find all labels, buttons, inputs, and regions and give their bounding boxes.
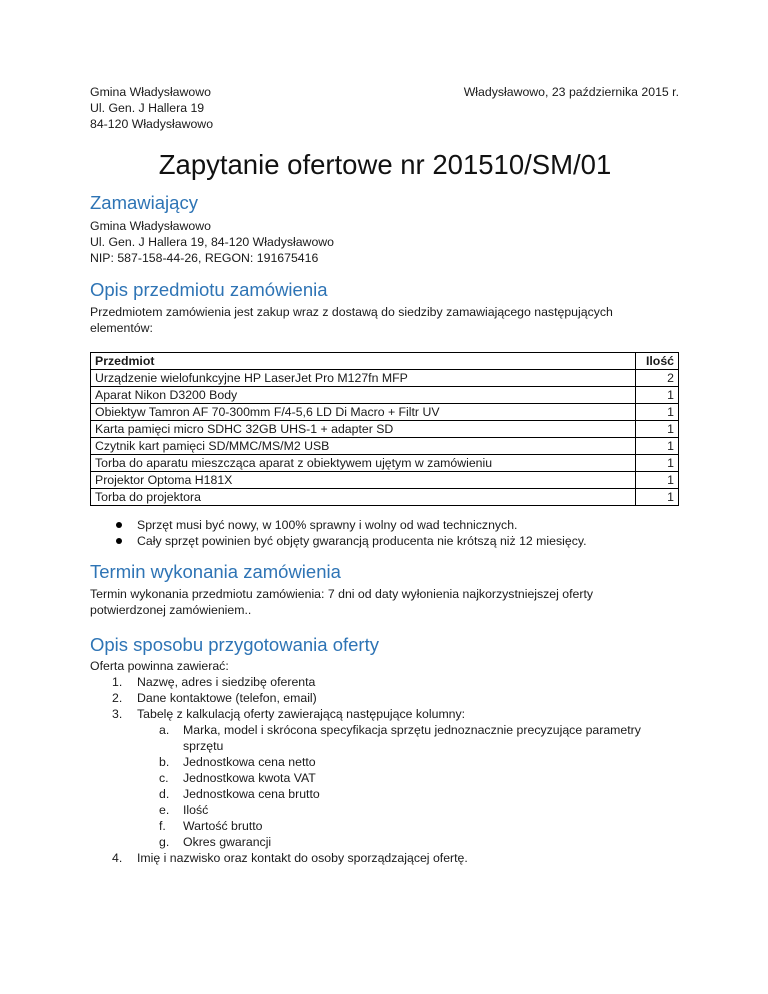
item-name-cell: Karta pamięci micro SDHC 32GB UHS-1 + adapter SD bbox=[91, 421, 636, 438]
list-item-text: Imię i nazwisko oraz kontakt do osoby sporządzającej ofertę. bbox=[137, 851, 468, 865]
column-header-qty: Ilość bbox=[636, 353, 679, 370]
list-item-text: Tabelę z kalkulacją oferty zawierającą następujące kolumny: bbox=[137, 707, 466, 721]
termin-line: Termin wykonania przedmiotu zamówienia: 7 dni od daty wyłonienia najkorzystniejszej oferty bbox=[90, 587, 594, 601]
list-item bbox=[90, 517, 680, 533]
list-item-text: Jednostkowa kwota VAT bbox=[183, 771, 316, 785]
address-line: 84-120 Władysławowo bbox=[90, 117, 214, 131]
letter-header bbox=[90, 84, 680, 132]
table-row bbox=[91, 404, 679, 421]
list-item-text: Nazwę, adres i siedzibę oferenta bbox=[137, 675, 316, 689]
list-letter: b. bbox=[159, 755, 170, 769]
list-item bbox=[90, 674, 680, 690]
item-name-cell: Aparat Nikon D3200 Body bbox=[91, 387, 636, 404]
list-item-text: Sprzęt musi być nowy, w 100% sprawny i wolny od wad technicznych. bbox=[137, 518, 518, 532]
list-item bbox=[90, 533, 680, 549]
list-letter: e. bbox=[159, 803, 170, 817]
list-letter: f. bbox=[159, 819, 166, 833]
buyer-line: NIP: 587-158-44-26, REGON: 191675416 bbox=[90, 251, 319, 265]
item-name-cell: Torba do projektora bbox=[91, 489, 636, 506]
item-name-cell: Projektor Optoma H181X bbox=[91, 472, 636, 489]
item-qty-cell: 1 bbox=[636, 455, 679, 472]
table-row bbox=[91, 472, 679, 489]
list-item-text: Cały sprzęt powinien być objęty gwarancją producenta nie krótszą niż 12 miesięcy. bbox=[137, 534, 587, 548]
list-item-text: Dane kontaktowe (telefon, email) bbox=[137, 691, 317, 705]
bullet-icon bbox=[116, 522, 122, 528]
list-item-text: Ilość bbox=[183, 803, 209, 817]
termin-line: potwierdzonej zamówieniem.. bbox=[90, 603, 252, 617]
offer-requirements-list bbox=[90, 674, 680, 866]
list-number: 3. bbox=[112, 707, 123, 721]
list-item-text: Jednostkowa cena netto bbox=[183, 755, 316, 769]
document-page bbox=[90, 84, 680, 866]
sub-list bbox=[90, 722, 680, 850]
table-row bbox=[91, 489, 679, 506]
list-item-text: Jednostkowa cena brutto bbox=[183, 787, 320, 801]
sub-list-item bbox=[90, 818, 680, 834]
section-heading-zamawiajacy: Zamawiający bbox=[90, 192, 198, 213]
document-title: Zapytanie ofertowe nr 201510/SM/01 bbox=[158, 149, 612, 180]
list-item bbox=[90, 706, 680, 722]
opis-intro-line: Przedmiotem zamówienia jest zakup wraz z dostawą do siedziby zamawiającego następujących bbox=[90, 305, 613, 319]
buyer-line: Gmina Władysławowo bbox=[90, 219, 211, 233]
list-item-text: Marka, model i skrócona specyfikacja sprzętu jednoznacznie precyzujące parametry sprzętu bbox=[183, 723, 641, 753]
list-item bbox=[90, 690, 680, 706]
item-qty-cell: 1 bbox=[636, 421, 679, 438]
section-heading-sposob: Opis sposobu przygotowania oferty bbox=[90, 634, 379, 655]
list-item bbox=[90, 850, 680, 866]
items-table bbox=[90, 352, 679, 506]
table-row bbox=[91, 438, 679, 455]
table-row bbox=[91, 370, 679, 387]
item-qty-cell: 2 bbox=[636, 370, 679, 387]
column-header-item: Przedmiot bbox=[91, 353, 636, 370]
buyer-line: Ul. Gen. J Hallera 19, 84-120 Władysławowo bbox=[90, 235, 334, 249]
sub-list-item bbox=[90, 802, 680, 818]
list-item-text: Okres gwarancji bbox=[183, 835, 272, 849]
table-row bbox=[91, 387, 679, 404]
list-letter: d. bbox=[159, 787, 170, 801]
item-qty-cell: 1 bbox=[636, 472, 679, 489]
item-name-cell: Czytnik kart pamięci SD/MMC/MS/M2 USB bbox=[91, 438, 636, 455]
list-item-text: Wartość brutto bbox=[183, 819, 263, 833]
address-line: Ul. Gen. J Hallera 19 bbox=[90, 101, 205, 115]
sender-address bbox=[90, 84, 213, 132]
item-name-cell: Torba do aparatu mieszcząca aparat z obiektywem ujętym w zamówieniu bbox=[91, 455, 636, 472]
table-row bbox=[91, 421, 679, 438]
list-letter: a. bbox=[159, 723, 170, 737]
sposob-intro: Oferta powinna zawierać: bbox=[90, 659, 229, 673]
list-number: 4. bbox=[112, 851, 123, 865]
table-row bbox=[91, 455, 679, 472]
opis-intro-line: elementów: bbox=[90, 321, 153, 335]
item-qty-cell: 1 bbox=[636, 387, 679, 404]
item-qty-cell: 1 bbox=[636, 404, 679, 421]
list-letter: c. bbox=[159, 771, 169, 785]
letter-date: Władysławowo, 23 października 2015 r. bbox=[463, 85, 679, 99]
item-name-cell: Urządzenie wielofunkcyjne HP LaserJet Pro M127fn MFP bbox=[91, 370, 636, 387]
address-line: Gmina Władysławowo bbox=[90, 85, 211, 99]
item-name-cell: Obiektyw Tamron AF 70-300mm F/4-5,6 LD Di Macro + Filtr UV bbox=[91, 404, 636, 421]
item-qty-cell: 1 bbox=[636, 489, 679, 506]
section-heading-opis: Opis przedmiotu zamówienia bbox=[90, 279, 328, 300]
section-heading-termin: Termin wykonania zamówienia bbox=[90, 561, 341, 582]
list-number: 2. bbox=[112, 691, 123, 705]
sub-list-item bbox=[90, 834, 680, 850]
list-letter: g. bbox=[159, 835, 170, 849]
list-number: 1. bbox=[112, 675, 123, 689]
sub-list-item bbox=[90, 722, 680, 754]
sub-list-item bbox=[90, 754, 680, 770]
sub-list-item bbox=[90, 770, 680, 786]
requirements-list bbox=[90, 517, 680, 549]
table-header-row bbox=[91, 353, 679, 370]
sub-list-item bbox=[90, 786, 680, 802]
bullet-icon bbox=[116, 538, 122, 544]
item-qty-cell: 1 bbox=[636, 438, 679, 455]
